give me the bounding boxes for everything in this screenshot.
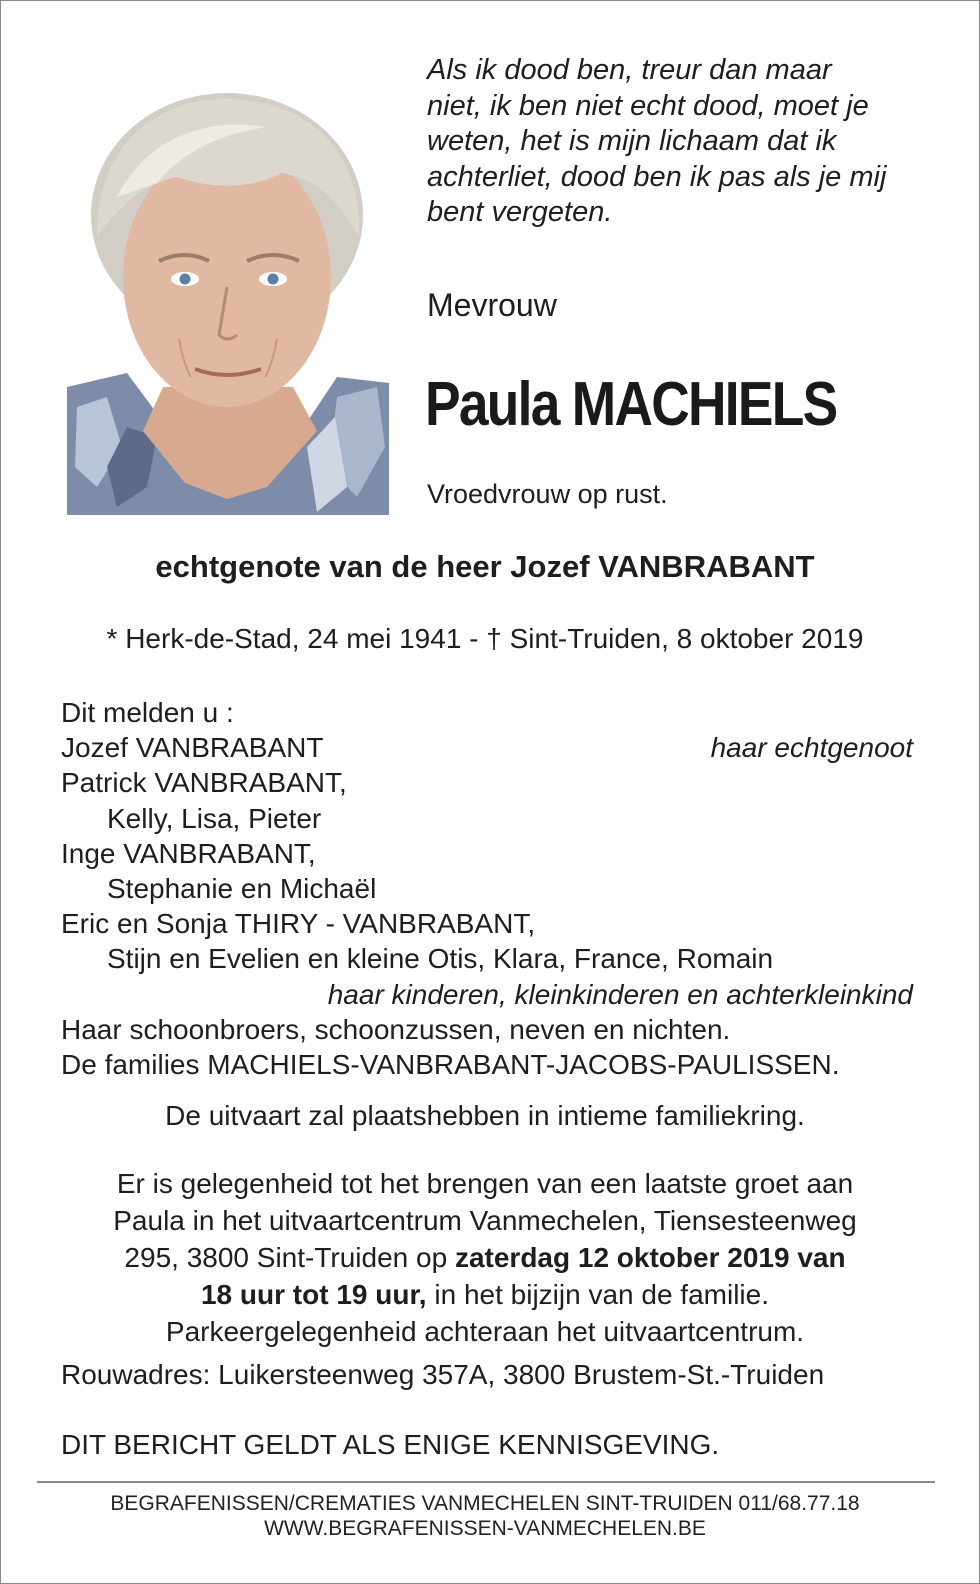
family-intro: Dit melden u : (61, 697, 234, 728)
funeral-notice: De uitvaart zal plaatshebben in intieme familiekring. (165, 1100, 805, 1131)
child-name: Patrick VANBRABANT, (61, 767, 347, 799)
grandchildren: Stijn en Evelien en kleine Otis, Klara, France, Romain (107, 943, 774, 975)
child-name: Eric en Sonja THIRY - VANBRABANT, (61, 908, 536, 940)
funeral-home-footer (1, 1491, 969, 1541)
visitation-line: Parkeergelegenheid achteraan het uitvaartcentrum. (165, 1316, 805, 1347)
husband-name: Jozef VANBRABANT (61, 732, 324, 764)
child-name: Inge VANBRABANT, (61, 837, 316, 869)
footer-website: WWW.BEGRAFENISSEN-VANMECHELEN.BE (264, 1517, 706, 1540)
husband-relation: haar echtgenoot (710, 732, 913, 764)
family-row (61, 730, 913, 765)
visitation-time: 18 uur tot 19 uur, (200, 1279, 427, 1310)
footer-divider (37, 1481, 935, 1483)
spouse-line: echtgenote van de heer Jozef VANBRABANT (155, 549, 815, 584)
deceased-name: Paula MACHIELS (425, 370, 837, 439)
in-laws: Haar schoonbroers, schoonzussen, neven en nichten. (61, 1013, 731, 1045)
visitation-line (1, 1276, 969, 1313)
poem-line: bent vergeten. (427, 196, 613, 228)
poem-line: Als ik dood ben, treur dan maar (427, 54, 832, 86)
poem (427, 53, 947, 231)
visitation-info (1, 1165, 969, 1350)
notice-statement: DIT BERICHT GELDT ALS ENIGE KENNISGEVING. (61, 1429, 720, 1460)
mourning-address: Rouwadres: Luikersteenweg 357A, 3800 Brustem-St.-Truiden (61, 1359, 825, 1390)
visitation-line: Er is gelegenheid tot het brengen van een laatste groet aan (116, 1168, 854, 1199)
visitation-date: zaterdag 12 oktober 2019 van (454, 1242, 846, 1273)
family-list (61, 695, 913, 1082)
visitation-line: Paula in het uitvaartcentrum Vanmechelen, Tiensesteenweg (113, 1205, 857, 1236)
grandchildren: Stephanie en Michaël (107, 873, 377, 905)
footer-company: BEGRAFENISSEN/CREMATIES VANMECHELEN SINT-TRUIDEN 011/68.77.18 (110, 1492, 860, 1515)
portrait-photo (67, 87, 389, 515)
poem-line: niet, ik ben niet echt dood, moet je (427, 89, 869, 122)
visitation-line (1, 1239, 969, 1276)
poem-line: weten, het is mijn lichaam dat ik (427, 125, 837, 157)
families: De families MACHIELS-VANBRABANT-JACOBS-PAULISSEN. (61, 1049, 840, 1081)
visitation-text: in het bijzijn van de familie. (426, 1279, 769, 1310)
grandchildren: Kelly, Lisa, Pieter (107, 802, 322, 834)
poem-line: achterliet, dood ben ik pas als je mij (427, 160, 887, 193)
occupation: Vroedvrouw op rust. (427, 479, 668, 509)
children-relation: haar kinderen, kleinkinderen en achterkleinkind (327, 978, 913, 1010)
visitation-text: 295, 3800 Sint-Truiden op (124, 1242, 455, 1273)
honorific: Mevrouw (427, 287, 557, 323)
birth-death-dates: * Herk-de-Stad, 24 mei 1941 - † Sint-Truiden, 8 oktober 2019 (106, 623, 864, 654)
